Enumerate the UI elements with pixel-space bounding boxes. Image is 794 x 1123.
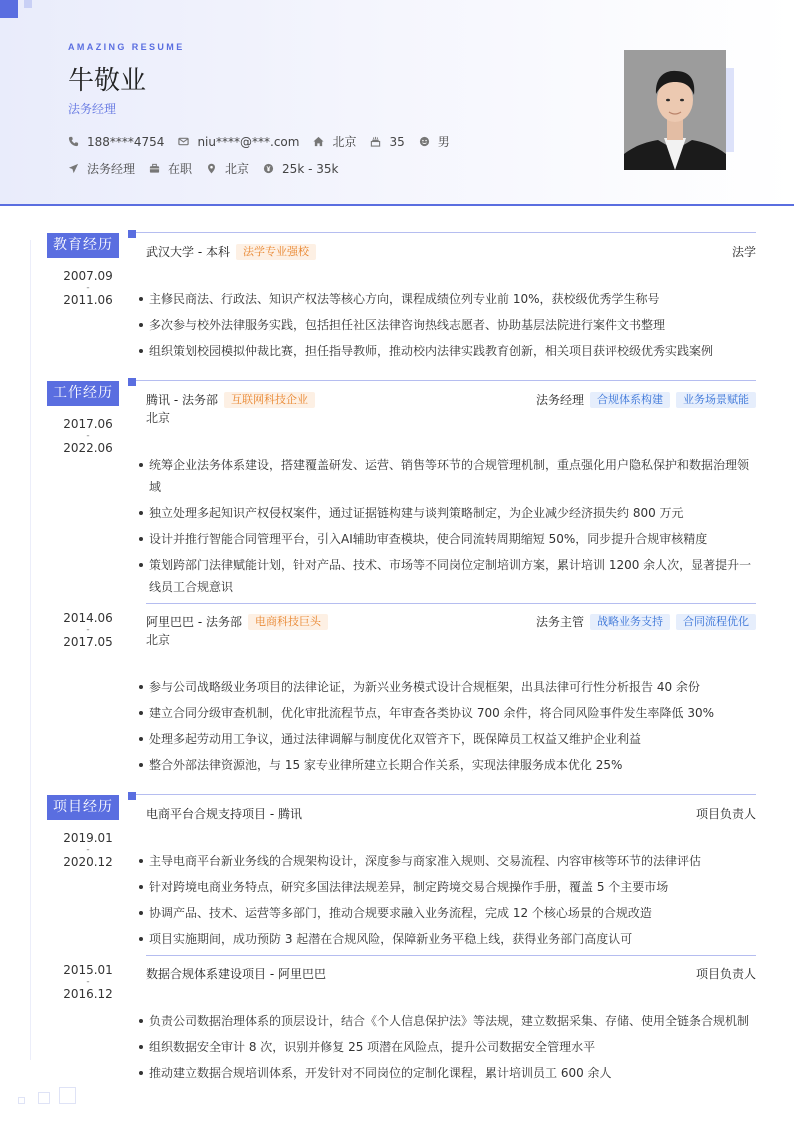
date-dash: -: [86, 625, 90, 635]
date-dash: -: [86, 283, 90, 293]
gender-icon: [419, 136, 430, 147]
work-company: [146, 613, 328, 630]
education-major: [732, 243, 756, 260]
project-end-date: 2016.12: [63, 987, 113, 1001]
project-bullets: [136, 850, 756, 954]
education-start-date: 2007.09: [63, 269, 113, 283]
work-location: 北京: [146, 411, 171, 425]
project-start-date: 2015.01: [63, 963, 113, 977]
intent-city-text: 北京: [225, 162, 250, 176]
work-date-range: [40, 610, 136, 650]
list-item: 独立处理多起知识产权侵权案件，通过证据链构建与谈判策略制定，为企业减少经济损失约 800 万元: [136, 502, 756, 524]
company-name: 阿里巴巴 - 法务部: [146, 615, 242, 629]
residence-text: 北京: [332, 135, 357, 149]
list-item: 处理多起劳动用工争议，通过法律调解与制度优化双管齐下，既保障员工权益又维护企业利益: [136, 728, 756, 750]
corner-decoration: [0, 0, 18, 18]
send-icon: [68, 163, 79, 174]
project-role: [696, 965, 756, 982]
project-name-text: 电商平台合规支持项目 - 腾讯: [146, 807, 302, 821]
education-date-range: [40, 268, 136, 308]
list-item: 建立合同分级审查机制，优化审批流程节点，年审查各类协议 700 余件，将合同风险事件发生率降低 30%: [136, 702, 756, 724]
salary-text: 25k - 35k: [282, 161, 339, 176]
list-item: 针对跨境电商业务特点，研究多国法律法规差异，制定跨境交易合规操作手册，覆盖 5 个主要市场: [136, 876, 756, 898]
work-end-date: 2022.06: [63, 441, 113, 455]
skill-tag: 合规体系构建: [590, 392, 670, 408]
age-info: [370, 135, 404, 149]
project-date-range: [40, 962, 136, 1002]
skill-tag: 业务场景赋能: [676, 392, 756, 408]
project-start-date: 2019.01: [63, 831, 113, 845]
candidate-photo: [624, 50, 726, 170]
education-school: [146, 243, 316, 260]
work-start-date: 2017.06: [63, 417, 113, 431]
cake-icon: [370, 136, 381, 147]
project-name: [146, 805, 302, 822]
project-name: [146, 965, 326, 982]
mail-icon: [178, 136, 189, 147]
work-bullets: [136, 676, 756, 780]
phone-icon: [68, 136, 79, 147]
section-divider-work: [128, 378, 756, 388]
company-tag: 电商科技巨头: [248, 614, 328, 630]
major-text: 法学: [731, 245, 756, 259]
entry-separator: [146, 603, 756, 604]
work-date-range: [40, 416, 136, 456]
intent-city-info: [206, 160, 249, 177]
email-text: niu****@***.com: [197, 134, 300, 149]
job-intent-row: [68, 160, 352, 177]
home-icon: [313, 136, 324, 147]
company-tag: 互联网科技企业: [224, 392, 315, 408]
corner-decoration-small: [24, 0, 32, 8]
date-dash: -: [86, 845, 90, 855]
project-bullets: [136, 1010, 756, 1088]
employment-status-text: 在职: [168, 162, 193, 176]
work-company: [146, 391, 315, 408]
left-guide-line: [30, 240, 31, 1060]
project-role-text: 项目负责人: [695, 807, 756, 821]
skill-tag: 战略业务支持: [590, 614, 670, 630]
project-role-text: 项目负责人: [695, 967, 756, 981]
phone-info: [68, 135, 164, 149]
list-item: 多次参与校外法律服务实践，包括担任社区法律咨询热线志愿者、协助基层法院进行案件文书整理: [136, 314, 756, 336]
intent-position-info: [68, 160, 135, 177]
skill-tag: 合同流程优化: [676, 614, 756, 630]
list-item: 组织策划校园模拟仲裁比赛，担任指导教师，推动校内法律实践教育创新，相关项目获评校级优秀实践案例: [136, 340, 756, 362]
salary-info: [263, 162, 338, 176]
work-role: [536, 391, 756, 408]
gender-info: [419, 133, 450, 150]
list-item: 设计并推行智能合同管理平台，引入AI辅助审查模块，使合同流转周期缩短 50%，同步提升合规审核精度: [136, 528, 756, 550]
company-name: 腾讯 - 法务部: [146, 393, 218, 407]
list-item: 组织数据安全审计 8 次，识别并修复 25 项潜在风险点，提升公司数据安全管理水平: [136, 1036, 756, 1058]
gender-text: 男: [437, 135, 450, 149]
candidate-position: 法务经理: [68, 102, 117, 116]
section-title-projects: 项目经历: [47, 795, 119, 820]
role-text: 法务经理: [535, 393, 584, 407]
project-name-text: 数据合规体系建设项目 - 阿里巴巴: [146, 967, 326, 981]
footer-decoration: [59, 1087, 76, 1104]
work-start-date: 2014.06: [63, 611, 113, 625]
work-bullets: [136, 454, 756, 602]
section-title-education: 教育经历: [47, 233, 119, 258]
list-item: 参与公司战略级业务项目的法律论证，为新兴业务模式设计合规框架，出具法律可行性分析报告 40 余份: [136, 676, 756, 698]
project-role: [696, 805, 756, 822]
location-pin-icon: [206, 163, 217, 174]
project-date-range: [40, 830, 136, 870]
work-location: 北京: [146, 633, 171, 647]
work-end-date: 2017.05: [63, 635, 113, 649]
list-item: 协调产品、技术、运营等多部门，推动合规要求融入业务流程，完成 12 个核心场景的合规改造: [136, 902, 756, 924]
school-tag: 法学专业强校: [236, 244, 316, 260]
employment-status-info: [149, 160, 192, 177]
briefcase-icon: [149, 163, 160, 174]
date-dash: -: [86, 977, 90, 987]
list-item: 推动建立数据合规培训体系，开发针对不同岗位的定制化课程，累计培训员工 600 余人: [136, 1062, 756, 1084]
role-text: 法务主管: [535, 615, 584, 629]
resume-header: [0, 0, 794, 206]
section-title-work: 工作经历: [47, 381, 119, 406]
contact-info-row: [68, 133, 464, 150]
email-info: [178, 135, 299, 149]
school-name: 武汉大学 - 本科: [146, 245, 230, 259]
portrait-illustration: [624, 50, 726, 170]
list-item: 主导电商平台新业务线的合规架构设计，深度参与商家准入规则、交易流程、内容审核等环节的法律评估: [136, 850, 756, 872]
list-item: 策划跨部门法律赋能计划，针对产品、技术、市场等不同岗位定制培训方案，累计培训 1200 余人次，显著提升一线员工合规意识: [136, 554, 756, 598]
age-text: 35: [389, 134, 405, 149]
list-item: 统筹企业法务体系建设，搭建覆盖研发、运营、销售等环节的合规管理机制，重点强化用户隐私保护和数据治理领域: [136, 454, 756, 498]
date-dash: -: [86, 431, 90, 441]
section-divider-education: [128, 230, 756, 240]
candidate-name: 牛敬业: [68, 66, 147, 96]
education-bullets: [136, 288, 756, 366]
list-item: 项目实施期间，成功预防 3 起潜在合规风险，保障新业务平稳上线，获得业务部门高度认可: [136, 928, 756, 950]
list-item: 负责公司数据治理体系的顶层设计，结合《个人信息保护法》等法规，建立数据采集、存储、使用全链条合规机制: [136, 1010, 756, 1032]
list-item: 整合外部法律资源池，与 15 家专业律所建立长期合作关系，实现法律服务成本优化 25%: [136, 754, 756, 776]
footer-decoration: [38, 1092, 50, 1104]
resume-tagline: AMAZING RESUME: [68, 42, 185, 52]
footer-decoration: [18, 1097, 25, 1104]
residence-info: [313, 133, 356, 150]
section-divider-projects: [128, 792, 756, 802]
phone-text: 188****4754: [87, 134, 165, 149]
entry-separator: [146, 955, 756, 956]
project-end-date: 2020.12: [63, 855, 113, 869]
education-end-date: 2011.06: [63, 293, 113, 307]
salary-icon: [263, 163, 274, 174]
work-role: [536, 613, 756, 630]
list-item: 主修民商法、行政法、知识产权法等核心方向，课程成绩位列专业前 10%，获校级优秀学生称号: [136, 288, 756, 310]
intent-position-text: 法务经理: [87, 162, 136, 176]
